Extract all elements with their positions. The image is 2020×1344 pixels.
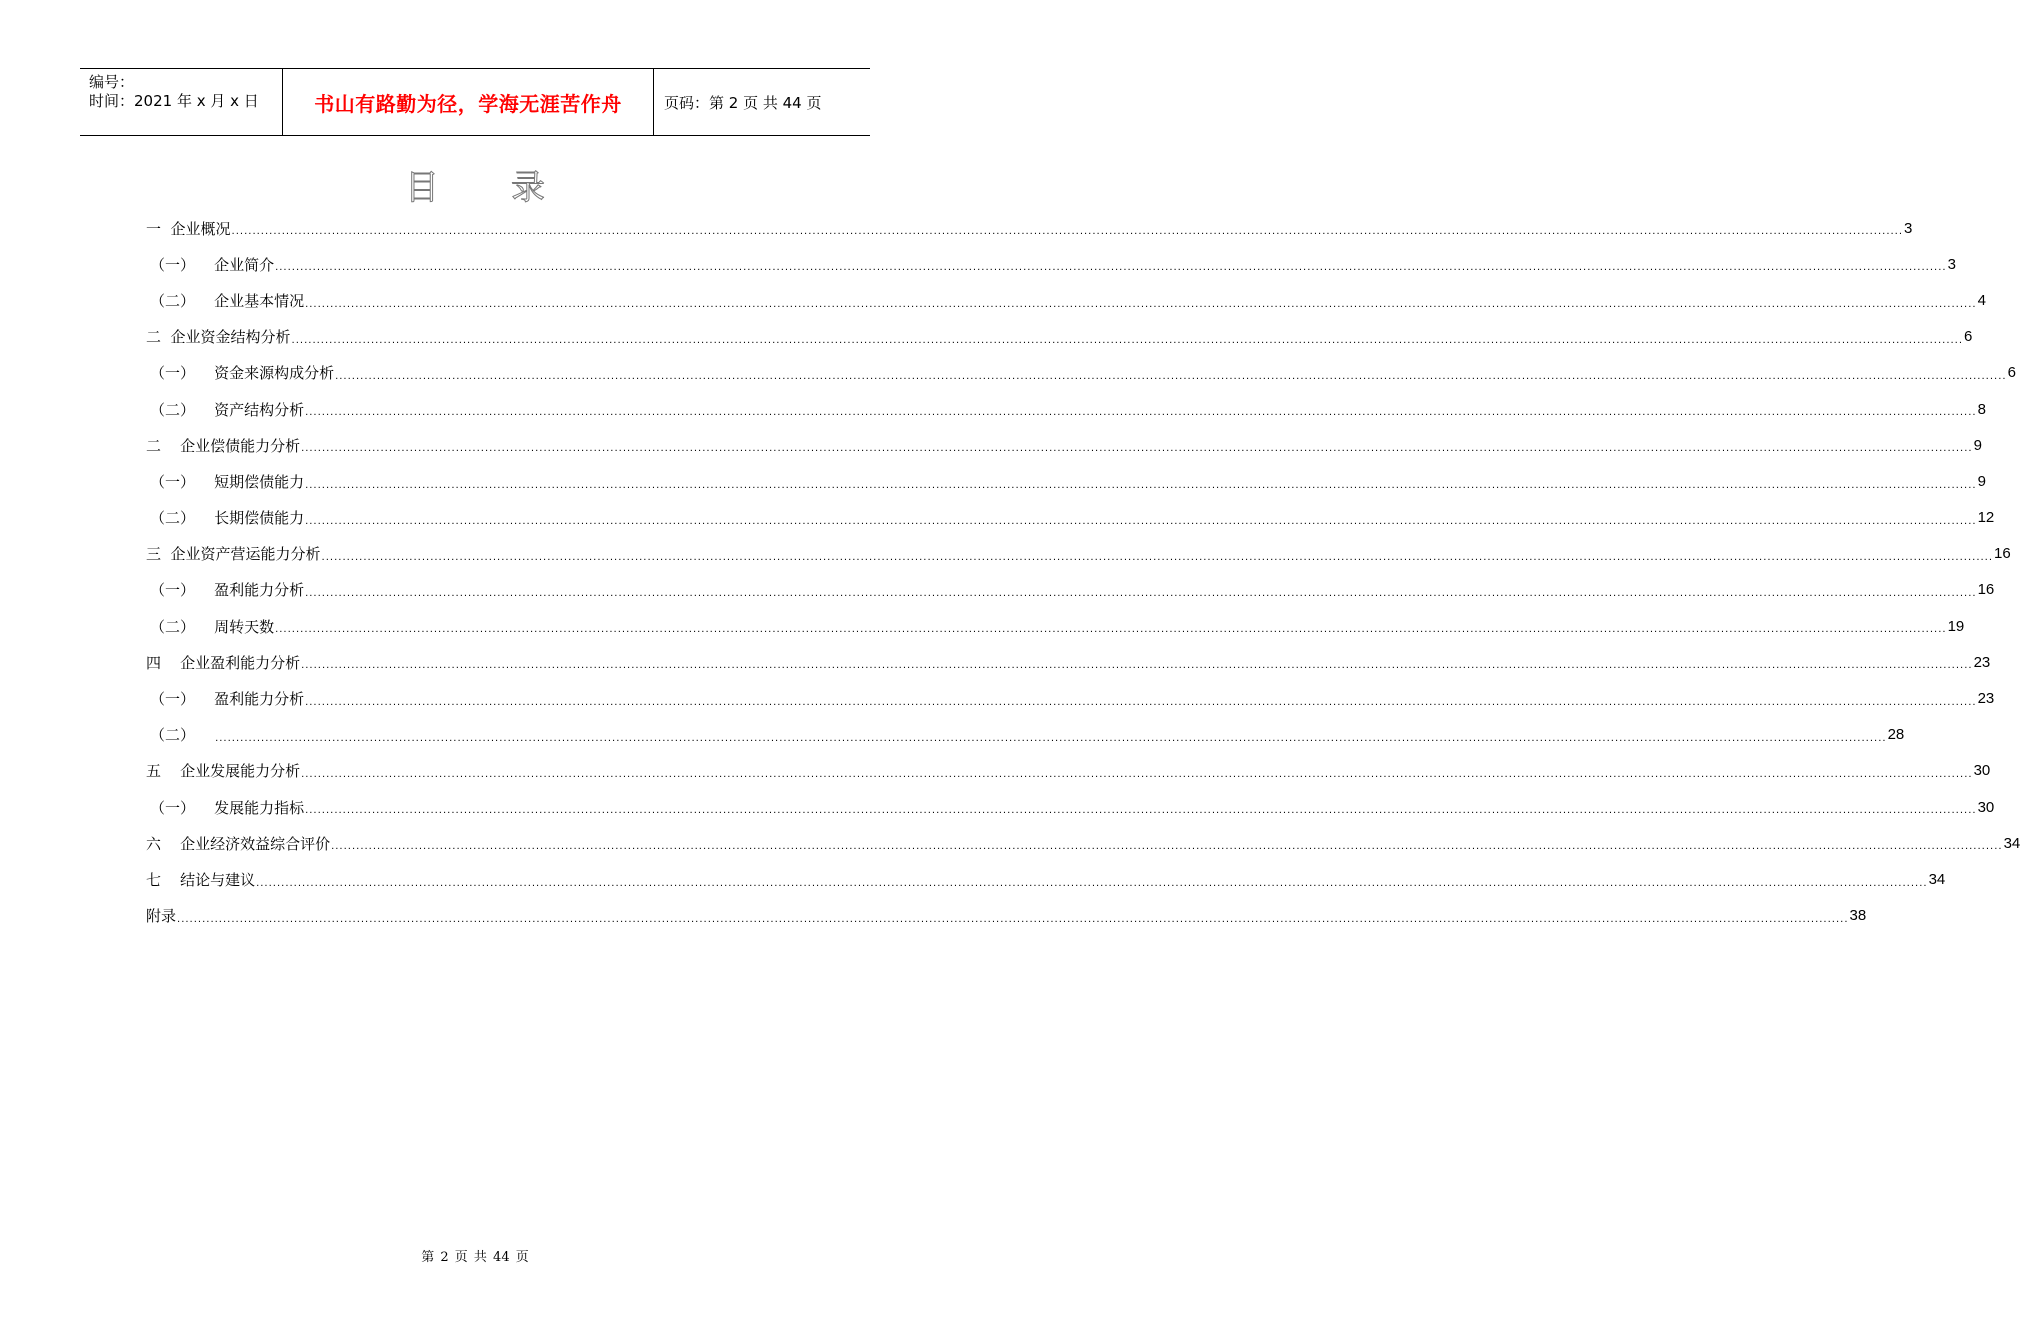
toc-entry-page: 34 (2003, 834, 2020, 852)
toc-entry-label: 七 结论与建议 (146, 870, 256, 889)
toc-entry[interactable] (146, 861, 1946, 897)
toc-leader-dots: ................................................................................................................................................................................................................................................................................................................................................................................................................ (305, 588, 1977, 600)
toc-entry-label: （一） 发展能力指标 (150, 798, 305, 817)
toc-entry[interactable] (146, 717, 1905, 753)
toc-entry-page: 8 (1977, 400, 1986, 418)
toc-entry-label: （二） (150, 726, 215, 745)
toc-leader-dots: ................................................................................................................................................................................................................................................................................................................................................................................................................ (301, 443, 1973, 455)
toc-leader-dots: ................................................................................................................................................................................................................................................................................................................................................................................................................ (215, 732, 1887, 744)
toc-leader-dots: ................................................................................................................................................................................................................................................................................................................................................................................................................ (305, 805, 1977, 817)
toc-entry-page: 16 (1977, 581, 1995, 599)
toc-entry[interactable] (146, 898, 1867, 934)
toc-leader-dots: ................................................................................................................................................................................................................................................................................................................................................................................................................ (305, 407, 1977, 419)
toc-leader-dots: ................................................................................................................................................................................................................................................................................................................................................................................................................ (301, 660, 1973, 672)
page-header (80, 68, 870, 136)
toc-entry-page: 9 (1973, 436, 1982, 454)
document-date: 时间：2021 年 x 月 x 日 (89, 92, 259, 110)
header-motto: 书山有路勤为径，学海无涯苦作舟 (282, 69, 654, 135)
toc-entry[interactable] (146, 355, 2016, 391)
toc-entry-label: 二 企业偿债能力分析 (146, 436, 301, 455)
toc-entry-page: 38 (1849, 907, 1867, 925)
toc-entry-label: 附录 (146, 907, 177, 926)
toc-leader-dots: ................................................................................................................................................................................................................................................................................................................................................................................................................ (275, 624, 1947, 636)
toc-entry[interactable] (146, 463, 1986, 499)
toc-entry-label: （一） 盈利能力分析 (150, 690, 305, 709)
toc-entry[interactable] (146, 319, 1973, 355)
toc-entry-page: 3 (1947, 255, 1956, 273)
toc-entry-page: 16 (1994, 545, 2011, 563)
header-meta (80, 69, 282, 135)
toc-entry-page: 30 (1977, 798, 1995, 816)
toc-leader-dots: ................................................................................................................................................................................................................................................................................................................................................................................................................ (275, 262, 1947, 274)
toc-entry-label: 六 企业经济效益综合评价 (146, 834, 331, 853)
toc-entry-label: （二） 长期偿债能力 (150, 509, 305, 528)
page-footer: 第 2 页 共 44 页 (421, 1250, 529, 1265)
toc-leader-dots: ................................................................................................................................................................................................................................................................................................................................................................................................................ (231, 226, 1904, 238)
toc-entry-label: 五 企业发展能力分析 (146, 762, 301, 781)
toc-entry[interactable] (146, 753, 1991, 789)
toc-entry-label: （二） 周转天数 (150, 617, 275, 636)
toc-entry-label: 一 企业概况 (146, 219, 231, 238)
toc-entry[interactable] (146, 246, 1956, 282)
table-of-contents (146, 210, 2020, 934)
toc-entry[interactable] (146, 572, 1995, 608)
toc-leader-dots: ................................................................................................................................................................................................................................................................................................................................................................................................................ (305, 479, 1977, 491)
toc-entry-page: 9 (1977, 472, 1986, 490)
toc-leader-dots: ................................................................................................................................................................................................................................................................................................................................................................................................................ (331, 841, 2003, 853)
toc-entry[interactable] (146, 282, 1986, 318)
toc-entry-page: 34 (1928, 870, 1946, 888)
toc-leader-dots: ................................................................................................................................................................................................................................................................................................................................................................................................................ (256, 877, 1928, 889)
toc-leader-dots: ................................................................................................................................................................................................................................................................................................................................................................................................................ (301, 769, 1973, 780)
toc-entry[interactable] (146, 608, 1965, 644)
toc-entry[interactable] (146, 536, 2011, 572)
toc-entry-label: （二） 资产结构分析 (150, 400, 305, 419)
toc-leader-dots: ................................................................................................................................................................................................................................................................................................................................................................................................................ (321, 551, 1994, 563)
toc-entry-page: 6 (2007, 364, 2016, 382)
toc-entry-page: 3 (1904, 219, 1913, 237)
toc-entry-label: （一） 盈利能力分析 (150, 581, 305, 600)
toc-entry-page: 12 (1977, 509, 1995, 527)
toc-entry[interactable] (146, 680, 1995, 716)
header-page-info: 页码：第 2 页 共 44 页 (664, 93, 822, 112)
toc-entry-label: （二） 企业基本情况 (150, 291, 305, 310)
toc-leader-dots: ................................................................................................................................................................................................................................................................................................................................................................................................................ (291, 334, 1964, 346)
toc-entry-label: 二 企业资金结构分析 (146, 328, 291, 347)
toc-entry-page: 30 (1973, 762, 1991, 780)
toc-entry[interactable] (146, 644, 1991, 680)
toc-title: 目录 (405, 168, 617, 208)
toc-entry[interactable] (146, 391, 1986, 427)
toc-entry[interactable] (146, 789, 1995, 825)
toc-leader-dots: ................................................................................................................................................................................................................................................................................................................................................................................................................ (177, 913, 1849, 925)
toc-entry[interactable] (146, 210, 1913, 246)
toc-entry-page: 28 (1887, 726, 1905, 744)
toc-entry-label: 三 企业资产营运能力分析 (146, 545, 321, 564)
toc-entry[interactable] (146, 427, 1982, 463)
toc-entry-label: （一） 资金来源构成分析 (150, 364, 335, 383)
toc-leader-dots: ................................................................................................................................................................................................................................................................................................................................................................................................................ (335, 370, 2007, 382)
toc-leader-dots: ................................................................................................................................................................................................................................................................................................................................................................................................................ (305, 696, 1977, 708)
toc-entry-page: 4 (1977, 291, 1986, 309)
toc-entry-label: 四 企业盈利能力分析 (146, 653, 301, 672)
toc-entry-label: （一） 企业简介 (150, 255, 275, 274)
toc-entry-page: 6 (1964, 328, 1973, 346)
toc-entry[interactable] (146, 825, 2020, 861)
toc-entry-label: （一） 短期偿债能力 (150, 472, 305, 491)
toc-leader-dots: ................................................................................................................................................................................................................................................................................................................................................................................................................ (305, 298, 1977, 310)
toc-entry-page: 23 (1973, 653, 1991, 671)
document-number: 编号： (89, 73, 135, 91)
toc-entry-page: 23 (1977, 690, 1995, 708)
toc-entry[interactable] (146, 500, 1995, 536)
toc-entry-page: 19 (1947, 617, 1965, 635)
toc-leader-dots: ................................................................................................................................................................................................................................................................................................................................................................................................................ (305, 515, 1977, 527)
